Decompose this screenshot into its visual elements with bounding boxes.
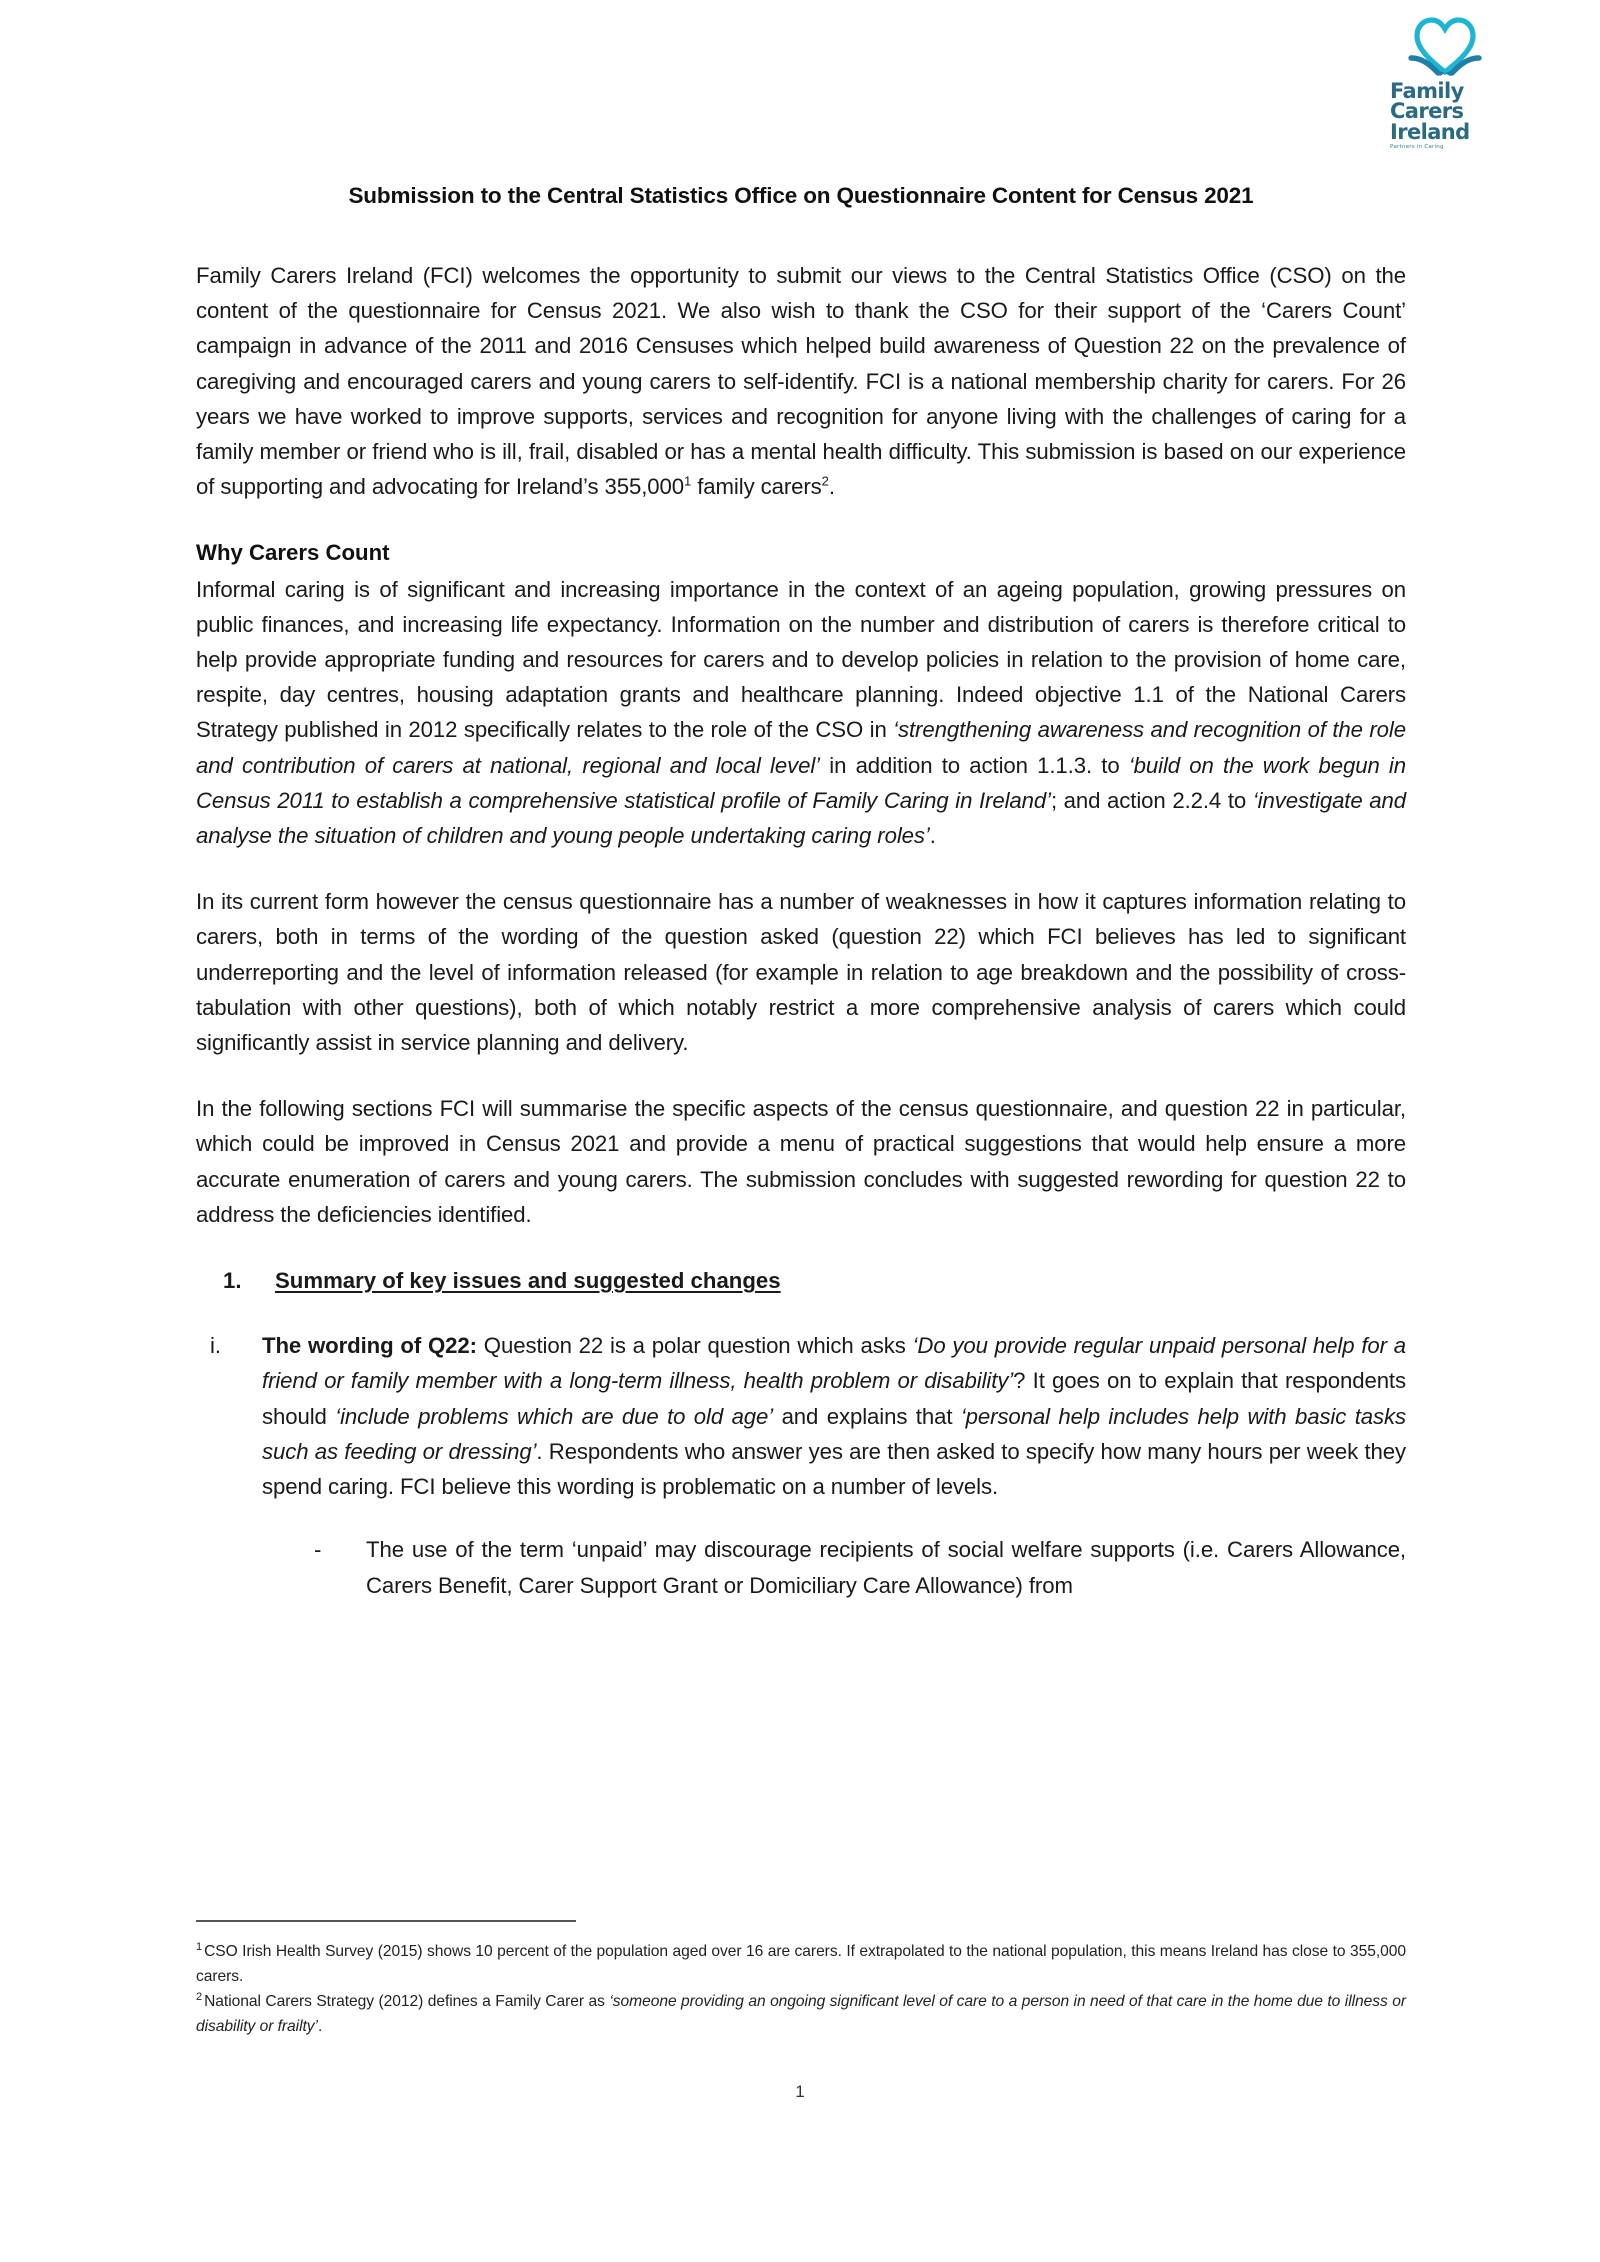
wcc-quote-3: ‘investigate and analyse the situation of children and young people undertaking caring roles’ <box>196 787 1406 849</box>
sub-bullet-unpaid-term <box>196 1532 1406 1602</box>
q22-quote-3: ‘personal help includes help with basic tasks such as feeding or dressing’ <box>262 1403 1406 1464</box>
weaknesses-paragraph: In its current form however the census questionnaire has a number of weaknesses in how it captures information relating to carers, both in terms of the wording of the question asked (question 22) which FCI believes has led to significant underreporting and the level of information released (for example in relation to age breakdown and the possibility of cross-tabulation with other questions), both of which notably restrict a more comprehensive analysis of carers which could significantly assist in service planning and delivery. <box>196 889 1406 1056</box>
family-carers-ireland-logo <box>1386 14 1504 156</box>
footnote-2-text-part1: National Carers Strategy (2012) defines a Family Carer as <box>204 1993 610 2010</box>
footnote-ref-1[interactable]: 1 <box>684 473 692 489</box>
page-title: Submission to the Central Statistics Office on Questionnaire Content for Census 2021 <box>348 183 1254 208</box>
intro-text-part1: Family Carers Ireland (FCI) welcomes the opportunity to submit our views to the Central Statistics Office (CSO) on the content of the questionnaire for Census 2021. We also wish to thank the CSO for their support of the ‘Carers Count’ campaign in advance of the 2011 and 2016 Censuses which helped build awareness of Question 22 on the prevalence of caregiving and encouraged carers and young carers to self-identify. FCI is a national membership charity for carers. For 26 years we have worked to improve supports, services and recognition for anyone living with the challenges of caring for a family member or friend who is ill, frail, disabled or has a mental health difficulty. This submission is based on our experience of supporting and advocating for Ireland’s 355,000 <box>196 263 1406 500</box>
page-number: 1 <box>795 2082 805 2101</box>
intro-text-part2: family carers <box>691 474 822 500</box>
footnote-2-text-part2: . <box>317 2018 323 2035</box>
list-marker-1: 1. <box>223 1268 242 1294</box>
q22-part2: ? It goes on to explain that respondents should <box>262 1368 1406 1429</box>
dash-marker: - <box>314 1537 322 1563</box>
list-item-summary-of-key-issues <box>196 1263 1406 1298</box>
list-item-wording-of-q22 <box>196 1328 1406 1504</box>
intro-paragraph <box>196 258 1406 504</box>
footnote-area <box>196 1920 1406 2039</box>
footnote-ref-2[interactable]: 2 <box>821 473 829 489</box>
logo-line-family: Family <box>1390 79 1464 103</box>
q22-part3: and explains that <box>773 1403 961 1429</box>
following-sections-paragraph: In the following sections FCI will summarise the specific aspects of the census questionnaire, and question 22 in particular, which could be improved in Census 2021 and provide a menu of practical suggestions that would help ensure a more accurate enumeration of carers and young carers. The submission concludes with suggested rewording for question 22 to address the deficiencies identified. <box>196 1096 1406 1227</box>
q22-part1: Question 22 is a polar question which asks <box>476 1333 913 1359</box>
logo-line-ireland: Ireland <box>1390 119 1470 144</box>
footnote-2-marker: 2 <box>196 1990 203 2003</box>
list-marker-i: i. <box>210 1333 222 1359</box>
document-body <box>196 183 1406 1603</box>
heart-hands-icon <box>1407 14 1483 80</box>
q22-part4: . Respondents who answer yes are then asked to specify how many hours per week they spend caring. FCI believe this wording is problematic on a number of levels. <box>262 1438 1406 1500</box>
wcc-part3: ; and action 2.2.4 to <box>1050 787 1253 813</box>
wcc-part4: . <box>929 823 936 849</box>
footnote-1-marker: 1 <box>196 1940 203 1953</box>
why-carers-count-paragraph <box>196 572 1406 854</box>
wcc-part2: in addition to action 1.1.3. to <box>820 752 1129 778</box>
footnote-1 <box>196 1939 1406 1989</box>
footnote-2 <box>196 1989 1406 2039</box>
sub-bullet-text: The use of the term ‘unpaid’ may discourage recipients of social welfare supports (i.e. Carers Allowance, Carers Benefit, Carer Support Grant or Domiciliary Care Allowance) from <box>366 1537 1406 1598</box>
list-item-lead-in: The wording of Q22: <box>262 1333 477 1359</box>
list-item-body <box>262 1328 1406 1504</box>
logo-tagline: Partners in Caring <box>1390 144 1444 151</box>
wcc-part1: Informal caring is of significant and increasing importance in the context of an ageing population, growing pressures on public finances, and increasing life expectancy. Information on the number and distribution of carers is therefore critical to help provide appropriate funding and resources for carers and to develop policies in relation to the provision of home care, respite, day centres, housing adaptation grants and healthcare planning. Indeed objective 1.1 of the National Carers Strategy published in 2012 specifically relates to the role of the CSO in <box>196 576 1406 743</box>
q22-quote-2: ‘include problems which are due to old age’ <box>335 1403 774 1429</box>
wcc-quote-2: ‘build on the work begun in Census 2011 to establish a comprehensive statistical profile of Family Caring in Ireland’ <box>196 752 1407 813</box>
footnote-separator <box>196 1920 576 1922</box>
footnote-2-quote: ‘someone providing an ongoing significant level of care to a person in need of that care in the home due to illness or disability or frailty’ <box>196 1993 1406 2035</box>
q22-quote-1: ‘Do you provide regular unpaid personal help for a friend or family member with a long-term illness, health problem or disability’ <box>262 1333 1407 1394</box>
wcc-quote-1: ‘strengthening awareness and recognition of the role and contribution of carers at national, regional and local level’ <box>196 717 1406 778</box>
logo-line-carers: Carers <box>1390 99 1464 124</box>
section-heading-why-carers-count: Why Carers Count <box>196 540 390 566</box>
footnote-1-text: CSO Irish Health Survey (2015) shows 10 percent of the population aged over 16 are carers. If extrapolated to the national population, this means Ireland has close to 355,000 carers. <box>196 1943 1406 1985</box>
list-heading-summary: Summary of key issues and suggested changes <box>275 1268 781 1294</box>
intro-text-part3: . <box>828 474 835 500</box>
